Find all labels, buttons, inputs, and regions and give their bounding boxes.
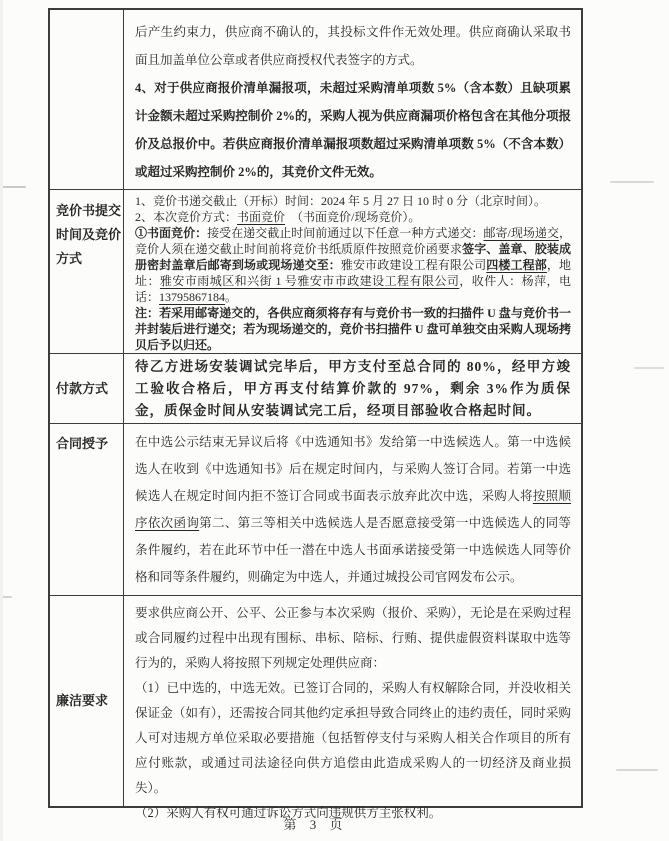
text-run: 接受在递交截止时间前通过以下任意一种方式递交： xyxy=(207,226,484,240)
text-run: （1）已中选的，中选无效。已签订合同的，采购人有权解除合同，并没收相关保证金（如有），还需按合同其他约定承担导致合同终止的违约责任，同时采购人可对违规方单位采取必要措施（包括暂停支付与采购人相关合作项目的所有应付账款，或通过司法途径向供方追偿由此造成采购人的一切经济及商业损失）。 xyxy=(135,681,571,795)
row-content-cell xyxy=(124,190,581,353)
text-run: 后产生约束力，供应商不确认的，其投标文件作无效处理。供应商确认采取书面且加盖单位公章或者供应商授权代表签字的方式。 xyxy=(135,25,571,67)
text-run: ，竞价人须在递交截止时间前将竞价书纸质原件按照竞价函要求 xyxy=(135,226,571,256)
table-row xyxy=(50,596,581,820)
row-header-label: 竞价书提交时间及竞价方式 xyxy=(56,203,122,266)
text-run: 要求供应商公开、公平、公正参与本次采购（报价、采购），无论是在采购过程或合同履约过程中出现有围标、串标、陪标、行贿、提供虚假资料谋取中选等行为的，采购人将按照下列规定处理供应商： xyxy=(135,606,571,670)
paragraph xyxy=(135,18,571,74)
text-run: （2）采购人有权可通过诉讼方式向违规供方主张权利。 xyxy=(135,806,442,820)
text-run: 在中选公示结束无异议后将《中选通知书》发给第一中选候选人。第一中选候选人在收到《中选通知书》后在规定时间内，与采购人签订合同。若第一中选候选人在规定时间内拒不签订合同或书面表示放弃此次中选，采购人将 xyxy=(135,435,571,503)
text-run: 第二、第三等相关中选候选人是否愿意接受第一中选候选人的同等条件履约，若在此环节中任一潜在中选人书面承诺接受第一中选候选人同等价格和同等条件履约，则确定为中选人，并通过城投公司官网发布公示。 xyxy=(135,516,571,584)
scan-artifact xyxy=(0,596,12,598)
text-run: 书面竞价 xyxy=(237,210,286,224)
scan-artifact xyxy=(610,181,654,183)
row-header-cell xyxy=(50,10,124,189)
page-number: 第 3 页 xyxy=(283,817,348,832)
text-run: 邮寄/现场递交 xyxy=(483,226,559,240)
paragraph xyxy=(135,676,571,801)
row-header-cell xyxy=(50,354,124,423)
text-run: 。 xyxy=(225,290,238,304)
row-header-cell xyxy=(50,424,124,595)
table-row xyxy=(50,10,581,190)
text-run: ，收件人：杨萍，电话： xyxy=(135,274,571,304)
table-row xyxy=(50,190,581,354)
row-header-label: 付款方式 xyxy=(56,380,109,396)
text-run: 2、本次竞价方式： xyxy=(135,210,238,224)
paragraph xyxy=(135,193,571,209)
contract-terms-table xyxy=(48,8,583,820)
text-run: （书面竞价/现场竞价）。 xyxy=(285,210,421,224)
row-content-cell xyxy=(124,424,581,595)
paragraph xyxy=(135,225,571,305)
scan-artifact xyxy=(0,186,26,188)
text-run: 按照顺序依次函询 xyxy=(135,489,571,530)
text-run: 四楼工程部 xyxy=(486,258,547,272)
paragraph xyxy=(135,209,571,225)
paragraph xyxy=(135,429,571,591)
text-run: 注：若采用邮寄递交的，各供应商须将存有与竞价书一致的扫描件 U 盘与竞价书一并封装后进行递交；若为现场递交的，竞价书扫描件 U 盘可单独交由采购人现场拷贝后予以归还。 xyxy=(135,306,571,352)
paragraph xyxy=(135,74,571,186)
table-row xyxy=(50,424,581,596)
text-run: 签字、盖章、胶装成册密封盖章后邮寄到场或现场递交至： xyxy=(135,242,571,272)
row-content-cell xyxy=(124,596,581,820)
text-run: 1、竞价书递交截止（开标）时间：2024 年 5 月 27 日 10 时 0 分（北京时间）。 xyxy=(135,194,547,208)
scan-artifact xyxy=(0,0,3,841)
row-content-cell xyxy=(124,354,581,423)
scan-artifact xyxy=(616,769,658,771)
table-row xyxy=(50,354,581,424)
text-run: 13795867184 xyxy=(159,290,226,304)
text-run: ，地址： xyxy=(135,258,571,288)
text-run: 雅安市政建设工程有限公司 xyxy=(340,258,487,272)
row-header-label: 合同授予 xyxy=(56,436,109,451)
row-content-cell xyxy=(124,10,581,189)
text-run: 待乙方进场安装调试完毕后，甲方支付至总合同的 80%，经甲方竣工验收合格后，甲方再支付结算价款的 97%，剩余 3%作为质保金，质保金时间从安装调试完工后，经项目部验收合格起时间。 xyxy=(135,359,571,418)
paragraph xyxy=(135,601,571,676)
text-run: ①书面竞价： xyxy=(135,226,208,240)
row-header-label: 廉洁要求 xyxy=(56,693,109,708)
text-run: 雅安市雨城区和兴街 1 号雅安市市政建设工程有限公司 xyxy=(159,274,460,288)
text-run: 4、对于供应商报价清单漏报项，未超过采购清单项数 5%（含本数）且缺项累计金额未超过采购控制价 2%的，采购人视为供应商漏项价格包含在其他分项报价及总报价中。若供应商报价清单漏报项数超过采购清单项数 5%（不含本数）或超过采购控制价 2%的，其竞价文件无效。 xyxy=(135,81,571,179)
row-header-cell xyxy=(50,596,124,806)
paragraph xyxy=(135,305,571,353)
scan-artifact xyxy=(634,367,664,369)
paragraph xyxy=(135,356,571,422)
row-header-cell xyxy=(50,190,124,353)
